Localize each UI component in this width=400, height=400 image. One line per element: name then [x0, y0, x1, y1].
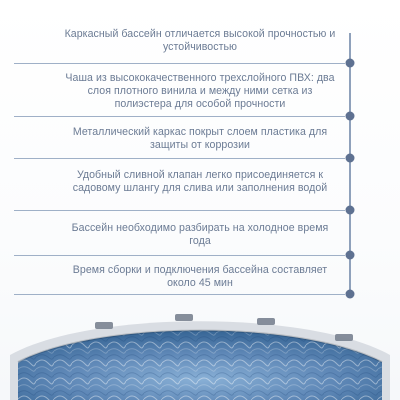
divider-5	[14, 255, 345, 256]
divider-6	[14, 294, 345, 295]
divider-3	[14, 158, 345, 159]
feature-item-1: Каркасный бассейн отличается высокой прочностью и устойчивостью	[64, 28, 336, 53]
timeline-dot-5	[346, 251, 355, 260]
timeline-dot-3	[346, 154, 355, 163]
timeline-dot-6	[346, 290, 355, 299]
pool-image	[0, 300, 400, 400]
feature-item-5: Бассейн необходимо разбирать на холодное время года	[71, 222, 329, 247]
feature-item-4: Удобный сливной клапан легко присоединяется к садовому шлангу для слива или заполнения водой	[72, 169, 328, 194]
timeline-dot-1	[346, 59, 355, 68]
feature-item-6: Время сборки и подключения бассейна составляет около 45 мин	[72, 264, 328, 289]
divider-4	[14, 210, 345, 211]
pool-illustration	[0, 300, 400, 400]
feature-item-3: Металлический каркас покрыт слоем пластика для защиты от коррозии	[72, 126, 328, 151]
divider-2	[14, 116, 345, 117]
timeline-dot-2	[346, 112, 355, 121]
timeline-dot-4	[346, 206, 355, 215]
divider-1	[14, 63, 345, 64]
feature-item-2: Чаша из высококачественного трехслойного ПВХ: два слоя плотного винила и между ними сетка из полиэстера для особой прочности	[65, 72, 335, 110]
